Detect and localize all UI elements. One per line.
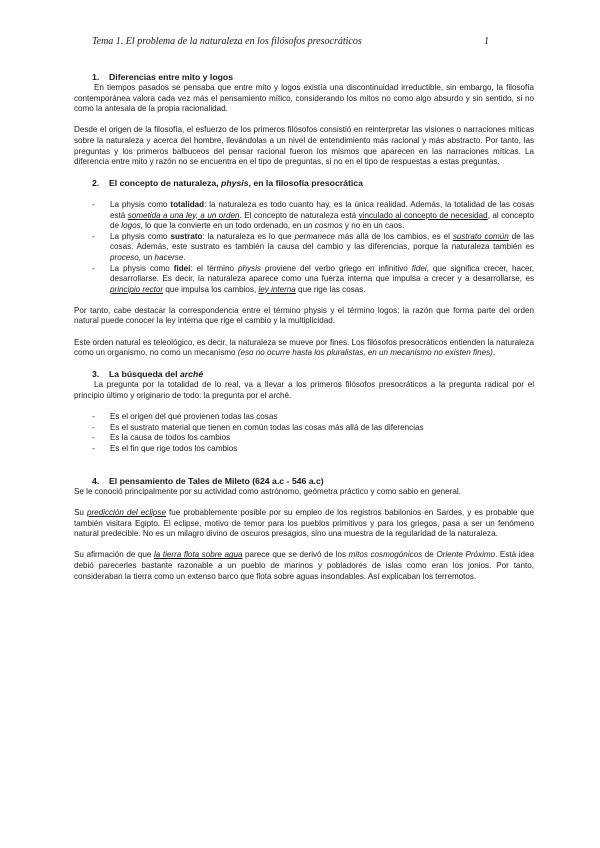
section-4-paragraph-3: Su afirmación de que la tierra flota sobre agua parece que se derivó de los mitos cosmogónicos de Oriente Próximo. Está idea debió parecerles bastante razonable a un pueblo de marinos y pobladores de islas como eran los jonios. Por tanto, consideraban la tierra como un extenso barco que flota sobre aguas insondables. Así explicaban los terremotos. bbox=[74, 550, 534, 581]
list-item: - Es el origen del que provienen todas las cosas bbox=[74, 412, 534, 423]
section-3-paragraph-1: La pregunta por la totalidad de lo real, va a llevar a los primeros filósofos presocráticos a la pregunta radical por el principio último y originario de todo: la pregunta por el arché. bbox=[74, 380, 534, 401]
page-number: 1 bbox=[484, 36, 489, 47]
section-3-heading: 3. La búsqueda del arché bbox=[92, 369, 204, 380]
arche-list bbox=[74, 412, 534, 454]
section-2-paragraph-2: Este orden natural es teleológico, es decir, la naturaleza se mueve por fines. Los filósofos presocráticos entienden la naturaleza como un organismo, no como un mecanismo (eso no ocurre hasta los pluralistas, en un mecanismo no existen fines). bbox=[74, 337, 534, 358]
document-body bbox=[74, 72, 534, 582]
header-title: Tema 1. El problema de la naturaleza en los filósofos presocráticos bbox=[92, 36, 362, 47]
section-1-paragraph-2: Desde el origen de la filosofía, el esfuerzo de los primeros filósofos consistió en reinterpretar las visiones o narraciones míticas sobre la naturaleza y acerca del hombre, llevándolas a un nivel de entendimiento más racional y más abstracto. Por tanto, las preguntas y los primeros balbuceos del pensar racional fueron los mismos que aparecen en las narraciones míticas. La diferencia entre mito y razón no se encuentra en el tipo de preguntas, si no en el tipo de respuestas a estas preguntas. bbox=[74, 125, 534, 167]
section-1-paragraph-1: En tiempos pasados se pensaba que entre mito y logos existía una discontinuidad irreductible, sin embargo, la filosofía contemporánea valora cada vez más el pensamiento mítico, considerando los mitos no como algo absurdo y sin sentido, si no como la antesala de la propia racionalidad. bbox=[74, 83, 534, 114]
running-header bbox=[92, 36, 489, 50]
section-1-heading: 1. Diferencias entre mito y logos bbox=[92, 72, 234, 82]
section-4-heading: 4. El pensamiento de Tales de Mileto (624 a.c - 546 a.c) bbox=[92, 475, 324, 486]
section-2-paragraph-1: Por tanto, cabe destacar la correspondencia entre el término physis y el término logos: la razón que forma parte del orden natural puede conocer la ley interna que rige el cambio y la multiplicidad. bbox=[74, 305, 534, 326]
list-item-fidei: - La physis como fidei: el término physis proviene del verbo griego en infinitivo fidei, que significa crecer, hacer, desarrollarse. Es decir, la naturaleza aparece como una fuerza interna que impulsa a crecer y a desarrollarse, es principio rector que impulsa los cambios, ley interna que rige las cosas. bbox=[74, 264, 534, 296]
list-item-totalidad: - La physis como totalidad: la naturaleza es todo cuanto hay, es la única realidad. Además, la totalidad de las cosas está sometida a una ley, a un orden. El concepto de naturaleza está vinculado al concepto de necesidad, al concepto de logos, lo que la convierte en un todo ordenado, en un cosmos y no en un caos. bbox=[74, 200, 534, 232]
list-item: - Es la causa de todos los cambios bbox=[74, 433, 534, 444]
section-2-heading: 2. El concepto de naturaleza, physis, en la filosofía presocrática bbox=[92, 178, 363, 189]
physis-list bbox=[74, 200, 534, 295]
section-4-paragraph-2: Su predicción del eclipse fue probablemente posible por su empleo de los registros babilonios en Sardes, y es probable que también visitara Egipto. El eclipse, motivo de temor para los pueblos primitivos y para los griegos, pasa a ser un fenómeno natural predecible. No es un milagro divino de oscuros presagios, sino una muestra de la regularidad de la naturaleza. bbox=[74, 507, 534, 539]
list-item: - Es el sustrato material que tienen en común todas las cosas más allá de las diferencias bbox=[74, 423, 534, 434]
list-item-sustrato: - La physis como sustrato: la naturaleza es lo que permanece más allá de los cambios, es el sustrato común de las cosas. Además, este sustrato es también la causa del cambio y las diferencias, porque la naturaleza también es proceso, un hacerse. bbox=[74, 232, 534, 264]
section-4-paragraph-1: Se le conoció principalmente por su actividad como astrónomo, geómetra práctico y como sabio en general. bbox=[74, 486, 461, 496]
list-item: - Es el fin que rige todos los cambios bbox=[74, 444, 534, 455]
